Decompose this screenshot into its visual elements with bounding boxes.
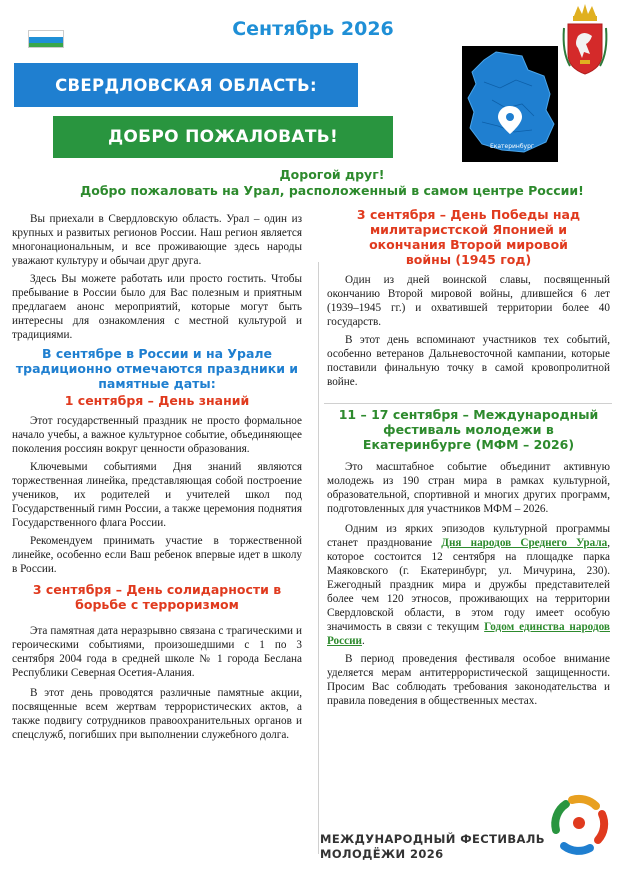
intro-paragraph: Вы приехали в Свердловскую область. Урал – один из крупных и развитых регионов России. Наш регион является многонациональным, и все проживающие здесь народы уважают культуру и обычаи друг друга. <box>12 213 302 267</box>
festival-paragraph: В период проведения фестиваля особое внимание уделяется мерам антитеррористической защищенности. Просим Вас соблюдать требования законодательства и правила поведения в общественных местах. <box>327 653 610 707</box>
knowledge-day-paragraph: Ключевыми событиями Дня знаний являются торжественная линейка, представляющая собой построение учеников, их родителей и учителей школ под Государственный гимн России, а также церемония поднятия Государственного флага России. <box>12 461 302 529</box>
left-column <box>12 212 302 746</box>
map-city-label: Екатеринбург <box>489 143 535 150</box>
festival-footer <box>320 832 580 862</box>
knowledge-day-paragraph: Этот государственный праздник не просто формальное начало учебы, а важное культурное событие, объединяющее поколения россиян вокруг ценности образования. <box>12 415 302 455</box>
greeting-line1: Дорогой друг! <box>279 167 385 182</box>
victory-paragraph: Один из дней воинской славы, посвященный окончанию Второй мировой войны, длившейся 6 лет (1939–1945 гг.) и охватившей территории более 40 государств. <box>327 274 610 328</box>
festival-footer-line1: МЕЖДУНАРОДНЫЙ ФЕСТИВАЛЬ <box>320 832 545 846</box>
greeting-line2: Добро пожаловать на Урал, расположенный в самом центре России! <box>80 183 584 198</box>
solidarity-paragraph: В этот день проводятся различные памятные акции, посвященные всем жертвам террористических актов, а также подвигу сотрудников правоохранительных органов и спецслужб, погибших при выполнении служебного долга. <box>12 687 302 741</box>
intro-paragraph: Здесь Вы можете работать или просто гостить. Чтобы пребывание в России было для Вас полезным и приятным предлагаем анонс мероприятий, которые могут быть интересны для ознакомления с местной культурой и традициями. <box>12 273 302 341</box>
victory-day-heading: 3 сентября – День Победы над милитаристской Японией и окончания Второй мировой войны (1945 год) <box>356 207 581 267</box>
sverdlovsk-flag-icon <box>28 30 64 48</box>
coat-of-arms-icon <box>560 2 610 94</box>
holidays-heading: В сентябре в России и на Урале традиционно отмечаются праздники и памятные даты: <box>15 346 299 391</box>
right-column <box>327 205 610 712</box>
knowledge-day-heading: 1 сентября – День знаний <box>64 393 250 408</box>
welcome-banner: ДОБРО ПОЖАЛОВАТЬ! <box>53 116 393 158</box>
festival-heading: 11 – 17 сентября – Международный фестиваль молодежи в Екатеринбурге (МФМ – 2026) <box>338 407 599 452</box>
greeting <box>52 167 612 199</box>
peoples-day-link[interactable]: Дня народов Среднего Урала <box>441 537 608 549</box>
knowledge-day-paragraph: Рекомендуем принимать участие в торжественной линейке, особенно если Ваш ребенок впервые идет в школу в России. <box>12 535 302 575</box>
unity-year-link[interactable]: Годом единства народов России <box>327 621 610 647</box>
column-divider <box>318 262 319 854</box>
solidarity-paragraph: Эта памятная дата неразрывно связана с трагическими и героическими событиями, произошедшими с 1 по 3 сентября 2004 года в средней школе № 1 города Беслана Республики Северная Осетия-Алания. <box>12 625 302 679</box>
issue-month: Сентябрь 2026 <box>232 18 394 40</box>
festival-paragraph: Это масштабное событие объединит активную молодежь из 190 стран мира в рамках культурной, образовательной, спортивной и многих других программ, подготовленных для участников МФМ – 2026. <box>327 461 610 515</box>
festival-paragraph: Одним из ярких эпизодов культурной программы станет празднование Дня народов Среднего Урала, которое состоится 12 сентября на площадке парка Маяковского (г. Екатеринбург, ул. Мичурина, 230). Ежегодный праздник мира и дружбы представителей более чем 120 этносов, проживающих на территории Свердловской области, в этом году имеет особую значимость в связи с текущим Годом единства народов России. <box>327 523 611 647</box>
region-banner: СВЕРДЛОВСКАЯ ОБЛАСТЬ: <box>14 63 358 107</box>
region-map <box>462 46 558 162</box>
solidarity-day-heading: 3 сентября – День солидарности в борьбе с терроризмом <box>32 582 282 612</box>
festival-footer-line2: МОЛОДЁЖИ 2026 <box>320 847 444 861</box>
victory-paragraph: В этот день вспоминают участников тех событий, особенно ветеранов Дальневосточной кампании, которые поставили финальную точку в самой кровопролитной войне. <box>327 334 610 388</box>
